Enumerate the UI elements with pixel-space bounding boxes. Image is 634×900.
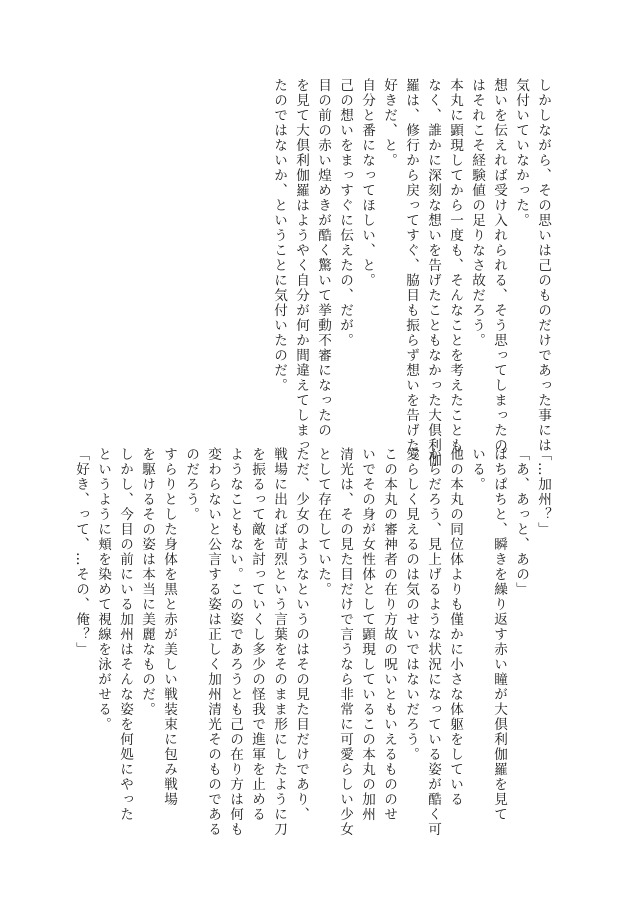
text-line: 羅は、修行から戻ってすぐ、脇目も振らず想いを告げた。: [403, 78, 419, 468]
text-line: 本丸に顕現してから一度も、そんなことを考えたことも: [447, 78, 463, 453]
text-line: ただ、少女のようなというのはその見た目だけであり、: [293, 447, 309, 822]
text-line: として存在していた。: [315, 447, 331, 597]
text-line: を振るって敵を討っていくし多少の怪我で進軍を止める: [249, 447, 265, 822]
text-line: 想いを伝えれば受け入れられる、そう思ってしまったの: [491, 78, 507, 453]
text-line: 戦場に出れば苛烈という言葉をそのまま形にしたように刀: [271, 447, 287, 837]
text-line: 変わらないと公言する姿は正しく加州清光そのものである: [205, 447, 221, 837]
text-line: のだろう。: [183, 447, 199, 522]
text-line: 清光は、その見た目だけで言うなら非常に可愛らしい少女: [337, 447, 353, 837]
text-line: 「好き、って、…その、俺？」: [73, 447, 89, 657]
text-line: なく、誰かに深刻な想いを告げたこともなかった大倶利伽: [425, 78, 441, 468]
text-line: 「あ、あっと、あの」: [513, 447, 529, 597]
text-line: いでその身が女性体として顕現しているこの本丸の加州: [359, 447, 375, 822]
text-line: を見て大倶利伽羅はようやく自分が何か間違えてしまっ: [293, 78, 309, 453]
text-line: 「…加州？」: [535, 447, 551, 537]
text-line: 好きだ、と。: [381, 78, 397, 168]
text-line: いる。: [469, 447, 485, 492]
text-line: しかし、今目の前にいる加州はそんな姿を何処にやった: [117, 447, 133, 822]
text-line: ぱちぱちと、瞬きを繰り返す赤い瞳が大倶利伽羅を見て: [491, 447, 507, 822]
text-line: すらりとした身体を黒と赤が美しい戦装束に包み戦場: [161, 447, 177, 807]
text-line: 他の本丸の同位体よりも僅かに小さな体躯をしている: [447, 447, 463, 807]
text-line: を駆けるその姿は本当に美麗なものだ。: [139, 447, 155, 717]
text-line: 自分と番になってほしい、と。: [359, 78, 375, 288]
text-line: たのではないか、ということに気付いたのだ。: [271, 78, 287, 393]
text-line: はそれこそ経験値の足りなさ故だろう。: [469, 78, 485, 348]
text-line: からだろう、見上げるような状況になっている姿が酷く可: [425, 447, 441, 837]
text-line: 愛らしく見えるのは気のせいではないだろう。: [403, 447, 419, 762]
text-line: 目の前の赤い煌めきが酷く驚いて挙動不審になったの: [315, 78, 331, 438]
text-line: しかしながら、その思いは己のものだけであった事には: [535, 78, 551, 453]
text-line: ようなこともない。この姿であろうとも己の在り方は何も: [227, 447, 243, 837]
text-line: 気付いていなかった。: [513, 78, 529, 228]
text-line: 己の想いをまっすぐに伝えたの、だが。: [337, 78, 353, 348]
text-line: というように頬を染めて視線を泳がせる。: [95, 447, 111, 732]
text-line: この本丸の審神者の在り方故の呪いともいえるもののせ: [381, 447, 397, 822]
